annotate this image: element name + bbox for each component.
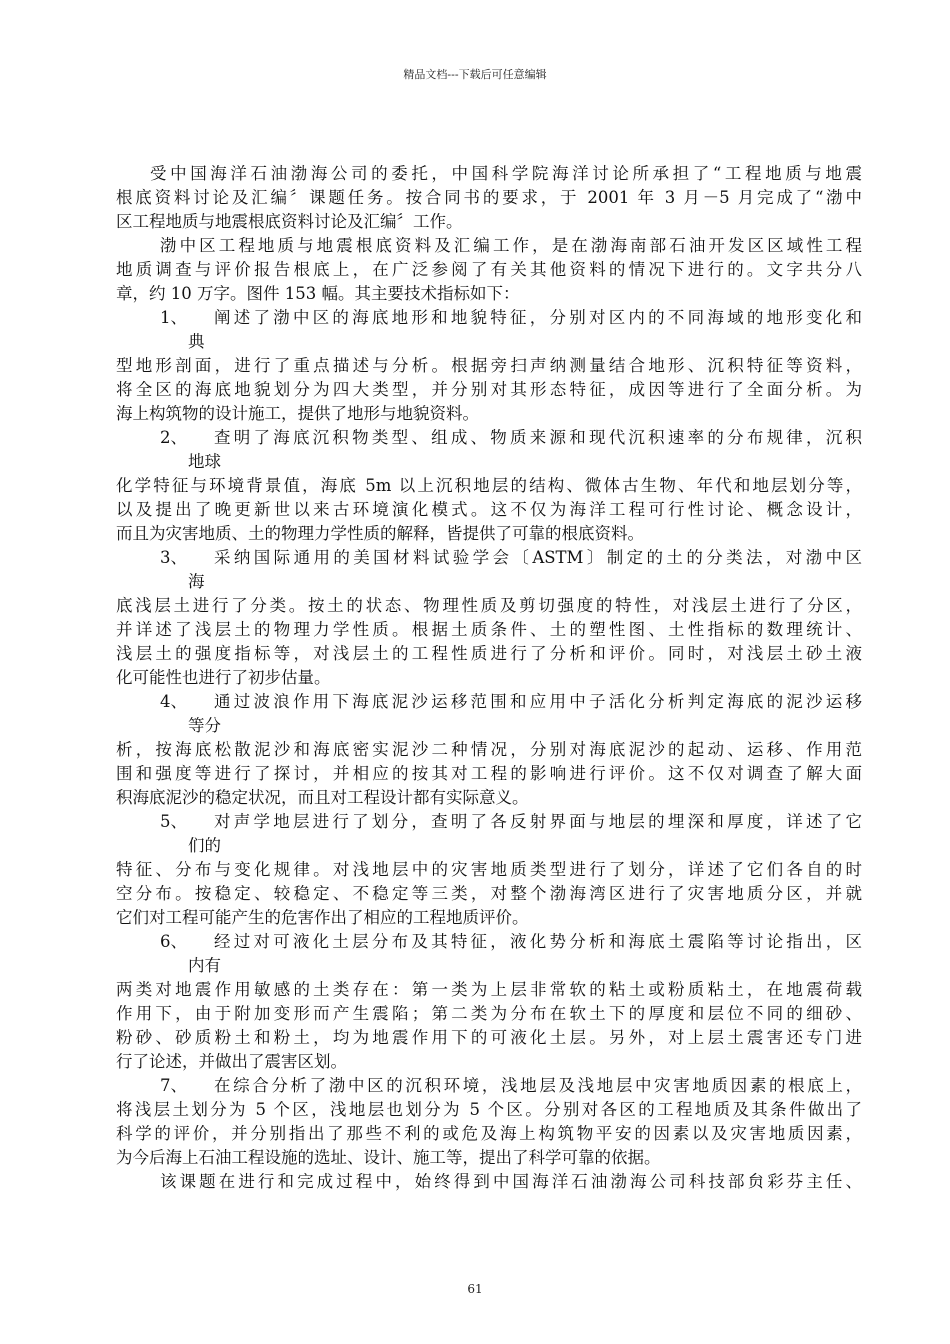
list-item-heading-line [116, 1074, 862, 1098]
list-item-heading-line [116, 546, 862, 570]
text-line: 行了论述，并做出了震害区划。 [116, 1052, 347, 1071]
text-line: 海上构筑物的设计施工，提供了地形与地貌资料。 [116, 404, 479, 423]
text-line: 内有 [188, 956, 221, 975]
list-number: 6、 [160, 932, 187, 951]
list-number: 4、 [160, 692, 187, 711]
text-line: 而且为灾害地质、土的物理力学性质的解释，皆提供了可靠的根底资料。 [116, 524, 644, 543]
text-line: 地球 [188, 452, 221, 471]
list-item-heading-line [116, 930, 862, 954]
list-item-text: 采纳国际通用的美国材料试验学会〔ASTM〕制定的土的分类法，对渤中区 [214, 548, 862, 567]
list-item-text: 查明了海底沉积物类型、组成、物质来源和现代沉积速率的分布规律，沉积 [214, 428, 862, 447]
text-line: 并详述了浅层土的物理力学性质。根据土质条件、土的塑性图、土性指标的数理统计、 [116, 620, 862, 639]
text-line: 底浅层土进行了分类。按土的状态、物理性质及剪切强度的特性，对浅层土进行了分区， [116, 596, 862, 615]
list-item-text: 在综合分析了渤中区的沉积环境，浅地层及浅地层中灾害地质因素的根底上， [214, 1076, 862, 1095]
text-line: 将浅层土划分为 5 个区，浅地层也划分为 5 个区。分别对各区的工程地质及其条件做出了 [116, 1100, 862, 1119]
list-number: 7、 [160, 1076, 187, 1095]
text-line: 特征、分布与变化规律。对浅地层中的灾害地质类型进行了划分，详述了它们各自的时 [116, 860, 862, 879]
list-item-text: 对声学地层进行了划分，查明了各反射界面与地层的埋深和厚度，详述了它 [214, 812, 862, 831]
text-line: 积海底泥沙的稳定状况，而且对工程设计都有实际意义。 [116, 788, 529, 807]
text-line: 根底资料讨论及汇编〞课题任务。按合同书的要求，于 2001 年 3 月－5 月完成了“渤中 [116, 188, 862, 207]
page-header: 精品文档---下载后可任意编辑 [403, 68, 547, 81]
text-line: 该课题在进行和完成过程中，始终得到中国海洋石油渤海公司科技部贠彩芬主任、 [160, 1172, 862, 1191]
text-line: 区工程地质与地震根底资料讨论及汇编〞工作。 [116, 212, 463, 231]
text-line: 以及提出了晚更新世以来古环境演化模式。这不仅为海洋工程可行性讨论、概念设计， [116, 500, 862, 519]
text-line: 受中国海洋石油渤海公司的委托，中国科学院海洋讨论所承担了“工程地质与地震 [150, 164, 862, 183]
text-line: 它们对工程可能产生的危害作出了相应的工程地质评价。 [116, 908, 529, 927]
list-item-text: 通过波浪作用下海底泥沙运移范围和应用中子活化分析判定海底的泥沙运移 [214, 692, 862, 711]
text-line: 浅层土的强度指标等，对浅层土的工程性质进行了分析和评价。同时，对浅层土砂土液 [116, 644, 862, 663]
list-item-heading-line [116, 306, 862, 330]
text-line: 化可能性也进行了初步估量。 [116, 668, 331, 687]
text-line: 为今后海上石油工程设施的选址、设计、施工等，提出了科学可靠的依据。 [116, 1148, 661, 1167]
text-line: 地质调查与评价报告根底上，在广泛参阅了有关其他资料的情况下进行的。文字共分八 [116, 260, 862, 279]
text-line: 围和强度等进行了探讨，并相应的按其对工程的影响进行评价。这不仅对调查了解大面 [116, 764, 862, 783]
text-line: 们的 [188, 836, 221, 855]
page-number: 61 [467, 1282, 483, 1296]
text-line: 粉砂、砂质粉土和粉土，均为地震作用下的可液化土层。另外，对上层土震害还专门进 [116, 1028, 862, 1047]
list-number: 5、 [160, 812, 187, 831]
list-item-heading-line [116, 690, 862, 714]
text-line: 章，约 10 万字。图件 153 幅。其主要技术指标如下： [116, 284, 520, 303]
text-line: 空分布。按稳定、较稳定、不稳定等三类，对整个渤海湾区进行了灾害地质分区，并就 [116, 884, 862, 903]
list-item-heading-line [116, 810, 862, 834]
text-line: 两类对地震作用敏感的土类存在：第一类为上层非常软的粘土或粉质粘土，在地震荷载 [116, 980, 862, 999]
text-line: 等分 [188, 716, 221, 735]
list-item-text: 经过对可液化土层分布及其特征，液化势分析和海底土震陷等讨论指出，区 [214, 932, 862, 951]
text-line: 渤中区工程地质与地震根底资料及汇编工作，是在渤海南部石油开发区区域性工程 [160, 236, 862, 255]
list-item-heading-line [116, 426, 862, 450]
text-line: 科学的评价，并分别指出了那些不利的或危及海上构筑物平安的因素以及灾害地质因素， [116, 1124, 862, 1143]
text-line: 作用下，由于附加变形而产生震陷；第二类为分布在软土下的厚度和层位不同的细砂、 [116, 1004, 862, 1023]
text-line: 型地形剖面，进行了重点描述与分析。根据旁扫声纳测量结合地形、沉积特征等资料， [116, 356, 862, 375]
document-body [116, 162, 862, 1194]
text-line: 析，按海底松散泥沙和海底密实泥沙二种情况，分别对海底泥沙的起动、运移、作用范 [116, 740, 862, 759]
list-number: 1、 [160, 308, 187, 327]
text-line: 化学特征与环境背景值，海底 5m 以上沉积地层的结构、微体古生物、年代和地层划分等， [116, 476, 862, 495]
list-item-text: 阐述了渤中区的海底地形和地貌特征，分别对区内的不同海域的地形变化和 [214, 308, 862, 327]
list-number: 2、 [160, 428, 187, 447]
text-line: 将全区的海底地貌划分为四大类型，并分别对其形态特征，成因等进行了全面分析。为 [116, 380, 862, 399]
text-line: 海 [188, 572, 205, 591]
text-line: 典 [188, 332, 205, 351]
list-number: 3、 [160, 548, 187, 567]
